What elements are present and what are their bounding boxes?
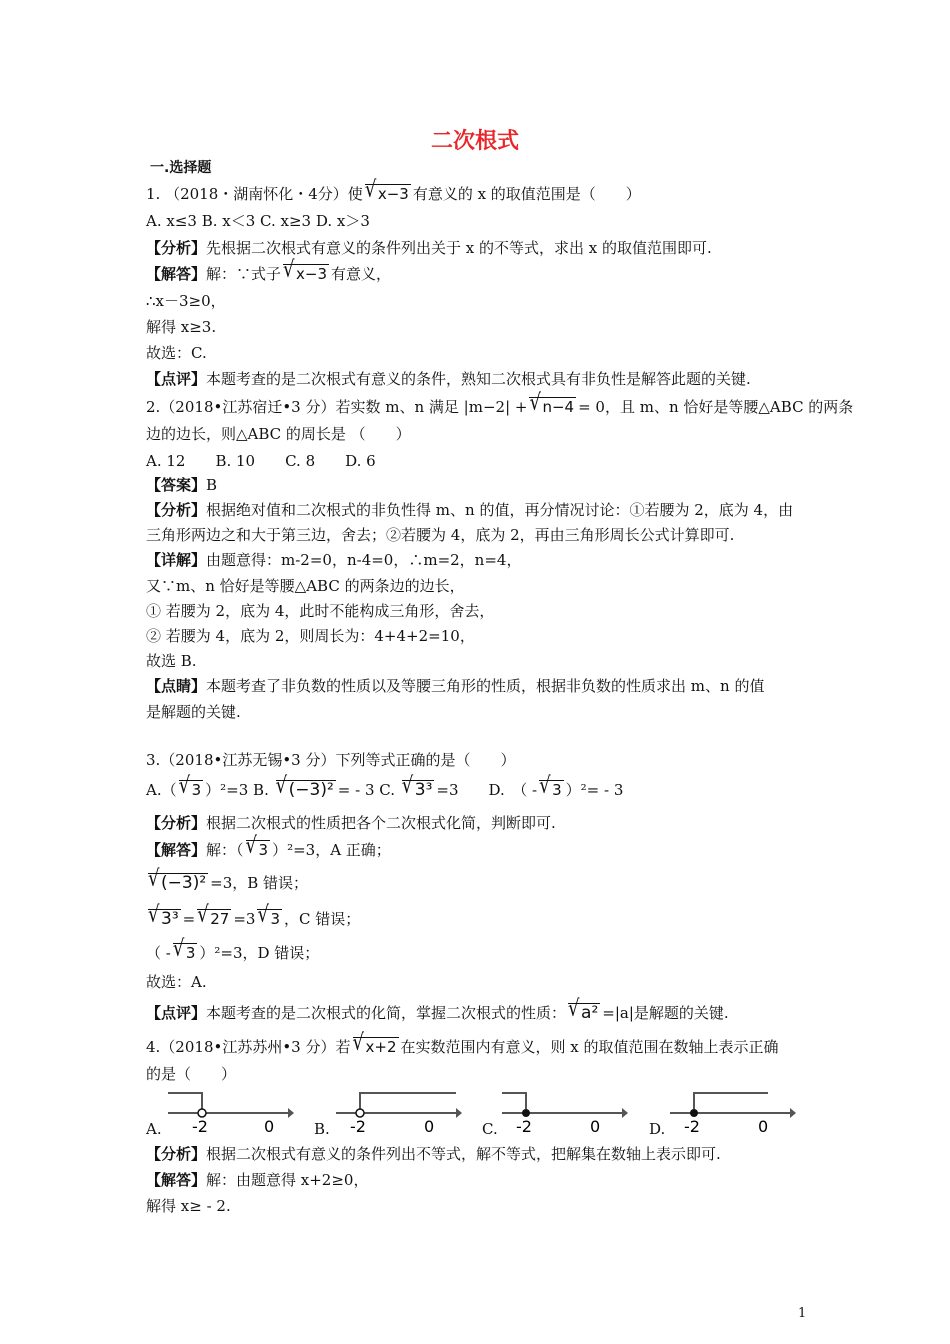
radical: √ n−4 [529, 397, 576, 416]
option-label-d: D. [649, 1120, 666, 1138]
q1-options: A. x≤3 B. x＜3 C. x≥3 D. x＞3 [146, 212, 370, 230]
q1-choice: 故选：C. [146, 344, 207, 362]
q2-line-a: 又∵m、n 恰好是等腰△ABC 的两条边的边长， [146, 577, 465, 595]
option-label-b: B. [314, 1120, 330, 1138]
tick-neg2: -2 [350, 1117, 366, 1133]
radical: √ 3³ [402, 780, 435, 799]
tick-zero: 0 [424, 1117, 435, 1133]
radical: √ x−3 [365, 184, 411, 203]
q4-step: 解得 x≥ - 2. [146, 1197, 231, 1215]
radical: √ 3 [539, 780, 564, 799]
q2-comment: 【点睛】本题考查了非负数的性质以及等腰三角形的性质，根据非负数的性质求出 m、n 的值 [146, 677, 765, 695]
q1-comment: 【点评】本题考查的是二次根式有意义的条件，熟知二次根式具有非负性是解答此题的关键. [146, 370, 751, 388]
tick-neg2: -2 [192, 1117, 208, 1133]
q3-choice: 故选：A. [146, 973, 207, 991]
q4-answer: 【解答】解：由题意得 x+2≥0， [146, 1171, 369, 1189]
radical: √ a² [568, 1003, 600, 1022]
q2-detail: 【详解】由题意得：m-2=0，n-4=0，∴m=2，n=4， [146, 551, 522, 569]
radical: √ x−3 [283, 264, 329, 283]
q3-answer: 【解答】解：（√ 3 ）²=3，A 正确； [146, 840, 391, 860]
tick-neg2: -2 [684, 1117, 700, 1133]
q2-comment-2: 是解题的关键. [146, 703, 241, 721]
tick-zero: 0 [264, 1117, 275, 1133]
radical: √ (−3)² [276, 780, 336, 799]
q4-analysis: 【分析】根据二次根式有意义的条件列出不等式，解不等式，把解集在数轴上表示即可. [146, 1145, 721, 1163]
radical: √ 3³ [148, 909, 181, 928]
q1-step1: ∴x－3≥0， [146, 292, 226, 310]
q2-answer: 【答案】B [146, 476, 218, 494]
q2-choice: 故选 B. [146, 652, 197, 670]
q3-d-line: （ -√ 3 ）²=3，D 错误； [146, 943, 319, 963]
q3-analysis: 【分析】根据二次根式的性质把各个二次根式化简，判断即可. [146, 814, 556, 832]
radical: √ 3 [179, 780, 204, 799]
q2-stem-line2: 边的边长，则△ABC 的周长是 （ ） [146, 425, 411, 443]
q3-stem: 3.（2018•江苏无锡•3 分）下列等式正确的是（ ） [146, 751, 516, 769]
q1-analysis: 【分析】先根据二次根式有意义的条件列出关于 x 的不等式，求出 x 的取值范围即可. [146, 239, 712, 257]
numline-b [334, 1085, 462, 1133]
q3-options: A.（√ 3 ）²=3 B. √ (−3)² = - 3 C. √ 3³ =3 D. （ -√ 3 ）²= - 3 [146, 780, 623, 800]
q3-c-line: √ 3³ =√ 27 =3√ 3 ，C 错误； [146, 909, 360, 929]
radical: √ 3 [246, 840, 271, 859]
section-heading: 一.选择题 [150, 160, 212, 176]
q2-line-b: ① 若腰为 2，底为 4，此时不能构成三角形，舍去， [146, 602, 495, 620]
radical: √ x+2 [353, 1037, 399, 1056]
radical: √ 27 [197, 909, 231, 928]
q2-line-c: ② 若腰为 4，底为 2，则周长为：4+4+2=10， [146, 627, 475, 645]
q3-b-line: √ (−3)² =3，B 错误； [146, 873, 308, 893]
tick-zero: 0 [758, 1117, 769, 1133]
radical: √ (−3)² [148, 873, 208, 892]
q2-analysis-2: 三角形两边之和大于第三边，舍去；②若腰为 4，底为 2，再由三角形周长公式计算即可. [146, 526, 735, 544]
radical: √ 3 [173, 943, 198, 962]
tick-zero: 0 [590, 1117, 601, 1133]
radical: √ 3 [257, 909, 282, 928]
q2-options: A. 12 B. 10 C. 8 D. 6 [146, 452, 376, 470]
numline-c [500, 1085, 628, 1133]
numline-d [668, 1085, 796, 1133]
option-label-a: A. [146, 1120, 162, 1138]
option-label-c: C. [482, 1120, 498, 1138]
q1-stem: 1. （2018・湖南怀化・4分）使√ x−3 有意义的 x 的取值范围是（ ） [146, 184, 641, 204]
page-title: 二次根式 [430, 129, 519, 154]
q2-analysis: 【分析】根据绝对值和二次根式的非负性得 m、n 的值，再分情况讨论：①若腰为 2，底为 4，由 [146, 501, 794, 519]
q4-stem: 4.（2018•江苏苏州•3 分）若√ x+2 在实数范围内有意义，则 x 的取值范围在数轴上表示正确 [146, 1037, 779, 1057]
numline-a [166, 1085, 294, 1133]
tick-neg2: -2 [516, 1117, 532, 1133]
page-number: 1 [798, 1306, 807, 1321]
q1-answer: 【解答】解：∵式子√ x−3 有意义， [146, 264, 391, 284]
q2-stem: 2.（2018•江苏宿迁•3 分）若实数 m、n 满足 |m−2| +√ n−4 = 0，且 m、n 恰好是等腰△ABC 的两条 [146, 397, 853, 417]
q4-stem-line2: 的是（ ） [146, 1065, 237, 1083]
q3-comment: 【点评】本题考查的是二次根式的化简，掌握二次根式的性质：√ a² =|a|是解题的关键. [146, 1003, 729, 1023]
q1-step2: 解得 x≥3. [146, 318, 217, 336]
